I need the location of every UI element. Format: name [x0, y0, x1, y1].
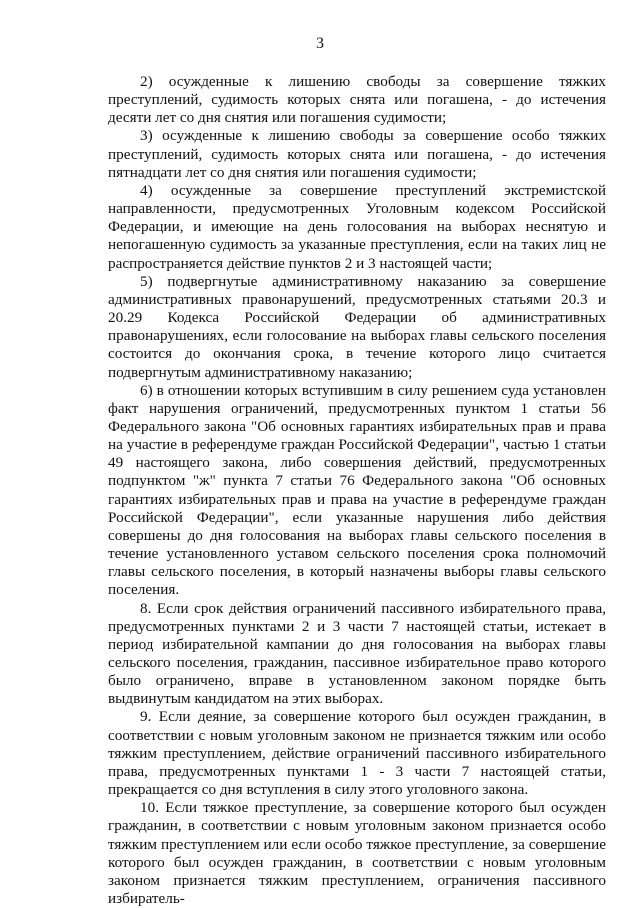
document-body: [108, 73, 606, 908]
paragraph-item-2: 2) осужденные к лишению свободы за совершение тяжких преступлений, судимость которых снята или погашена, - до истечения десяти лет со дня снятия или погашения судимости;: [108, 73, 606, 127]
paragraph-item-6: 6) в отношении которых вступившим в силу решением суда установлен факт нарушения ограничений, предусмотренных пунктом 1 статьи 56 Федерального закона "Об основных гарантиях избирательных прав и права на участие в референдуме граждан Российской Федерации", частью 1 статьи 49 настоящего закона, либо совершения действий, предусмотренных подпунктом "ж" пункта 7 статьи 76 Федерального закона "Об основных гарантиях избирательных прав и права на участие в референдуме граждан Российской Федерации", если указанные нарушения либо действия совершены до дня голосования на выборах главы сельского поселения в течение установленного уставом сельского поселения срока полномочий главы сельского поселения, в который назначены выборы главы сельского поселения.: [108, 381, 606, 599]
page-number: 3: [316, 35, 324, 52]
paragraph-item-3: 3) осужденные к лишению свободы за совершение особо тяжких преступлений, судимость которых снята или погашена, - до истечения пятнадцати лет со дня снятия или погашения судимости;: [108, 127, 606, 181]
paragraph-part-10: 10. Если тяжкое преступление, за совершение которого был осужден гражданин, в соответствии с новым уголовным законом признается особо тяжким преступлением или если особо тяжкое преступление, за совершение которого был осужден гражданин, в соответствии с новым уголовным законом признается тяжким преступлением, ограничения пассивного избиратель-: [108, 799, 606, 908]
paragraph-part-8: 8. Если срок действия ограничений пассивного избирательного права, предусмотренных пунктами 2 и 3 части 7 настоящей статьи, истекает в период избирательной кампании до дня голосования на выборах главы сельского поселения, гражданин, пассивное избирательное право которого было ограничено, вправе в установленном законом порядке быть выдвинутым кандидатом на этих выборах.: [108, 599, 606, 708]
paragraph-part-9: 9. Если деяние, за совершение которого был осужден гражданин, в соответствии с новым уголовным законом не признается тяжким или особо тяжким преступлением, действие ограничений пассивного избирательного права, предусмотренных пунктами 1 - 3 части 7 настоящей статьи, прекращается со дня вступления в силу этого уголовного закона.: [108, 708, 606, 799]
paragraph-item-4: 4) осужденные за совершение преступлений экстремистской направленности, предусмотренных Уголовным кодексом Российской Федерации, и имеющие на день голосования на выборах неснятую и непогашенную судимость за указанные преступления, если на таких лиц не распространяется действие пунктов 2 и 3 настоящей части;: [108, 181, 606, 272]
paragraph-item-5: 5) подвергнутые административному наказанию за совершение административных правонарушений, предусмотренных статьями 20.3 и 20.29 Кодекса Российской Федерации об административных правонарушениях, если голосование на выборах главы сельского поселения состоится до окончания срока, в течение которого лицо считается подвергнутым административному наказанию;: [108, 272, 606, 381]
